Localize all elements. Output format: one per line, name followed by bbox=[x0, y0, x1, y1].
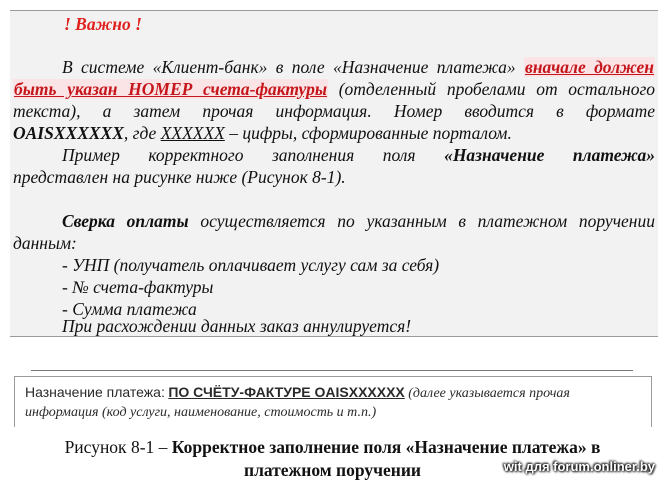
note-p1-line1: В системе «Клиент-банк» в поле «Назначение платежа» вначале должен bbox=[62, 57, 654, 77]
payment-purpose-value: ПО СЧЁТУ-ФАКТУРЕ OAISXXXXXX bbox=[168, 384, 405, 400]
figure-caption: Рисунок 8-1 – Корректное заполнение поля «Назначение платежа» в bbox=[64, 437, 601, 457]
note-p3-line2: данным: bbox=[13, 233, 77, 253]
note-p2-line2: представлен на рисунке ниже (Рисунок 8-1). bbox=[13, 167, 346, 187]
payment-purpose-hint: (далее указывается прочая bbox=[408, 386, 570, 401]
check-item-amount: - Сумма платежа bbox=[62, 299, 197, 319]
payment-purpose-hint-line2: информация (код услуги, наименование, стоимость и т.п.) bbox=[25, 405, 377, 420]
payment-purpose-example bbox=[14, 376, 652, 427]
note-p1-line2: быть указан НОМЕР счета-фактуры (отделенный пробелами от остального bbox=[14, 79, 656, 99]
figure-top-divider bbox=[31, 370, 633, 371]
note-p2-line1: Пример корректного заполнения поля «Назначение платежа» bbox=[62, 145, 656, 165]
note-p1-line3: текста), а затем прочая информация. Номер вводится в формате bbox=[13, 101, 655, 121]
note-p3-line1: Сверка оплаты осуществляется по указанным в платежном поручении bbox=[62, 211, 655, 231]
highlight-invoice-number: быть указан НОМЕР счета-фактуры bbox=[14, 79, 327, 99]
check-item-unp: - УНП (получатель оплачивает услугу сам за себя) bbox=[62, 255, 440, 275]
note-heading: ! Важно ! bbox=[64, 14, 142, 34]
check-item-invoice: - № счета-фактуры bbox=[62, 277, 214, 297]
highlight-invoice-first: вначале должен bbox=[525, 57, 654, 77]
important-note bbox=[10, 10, 658, 337]
note-footer: При расхождении данных заказ аннулируется! bbox=[62, 316, 412, 336]
note-p1-line4: OAISXXXXXX, где XXXXXX – цифры, сформированные порталом. bbox=[13, 123, 512, 143]
digits-placeholder: XXXXXX bbox=[160, 123, 225, 143]
watermark: wit для forum.onliner.by bbox=[503, 459, 655, 474]
figure-caption-line2: платежном поручении bbox=[243, 460, 422, 480]
payment-purpose-label: Назначение платежа: bbox=[25, 384, 165, 400]
invoice-code-format: OAISXXXXXX bbox=[13, 123, 124, 143]
